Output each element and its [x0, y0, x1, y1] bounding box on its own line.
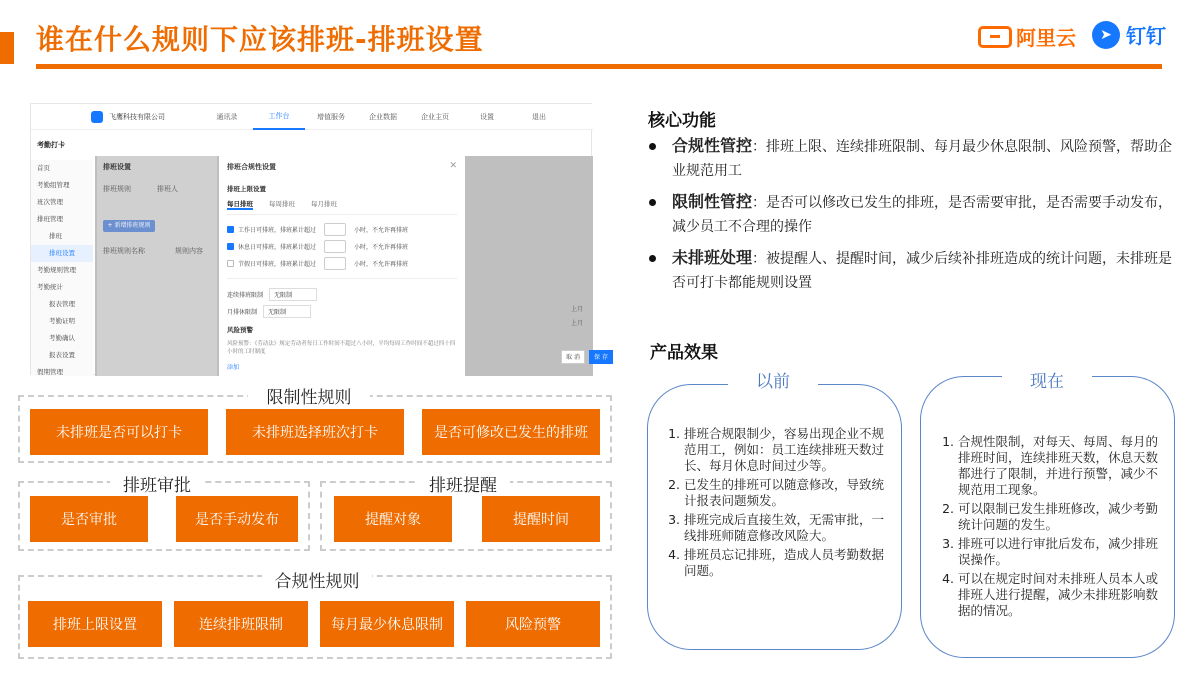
rest-label: 月排休限制 [227, 309, 258, 316]
rule-item: 是否手动发布 [176, 496, 298, 542]
feature-name: 未排班处理 [672, 248, 753, 267]
right-hint: 上月 [571, 306, 584, 313]
company-name: 飞鹰科技有限公司 [109, 112, 165, 121]
sidebar-item[interactable]: 考勤统计 [37, 283, 63, 291]
row-suffix: 小时，不允许再排班 [354, 227, 409, 234]
compliance-label: 合规性规则 [262, 567, 372, 592]
checkbox[interactable] [227, 226, 234, 233]
sidebar-item[interactable]: 假期管理 [37, 368, 63, 376]
limit-row [227, 238, 457, 255]
consecutive-select[interactable]: 无限制 [269, 288, 317, 301]
sidebar-item[interactable]: 考勤组管理 [37, 181, 70, 189]
limit-section-title: 排班上限设置 [227, 185, 266, 193]
risk-title: 风险预警 [227, 326, 253, 334]
feature-text: ：被提醒人、提醒时间，减少后续补排班造成的统计问题，未排班是否可打卡都能规则设置 [672, 251, 1173, 291]
drawer-title: 排班设置 [103, 163, 131, 171]
row-suffix: 小时，不允许再排班 [354, 261, 409, 268]
rule-item: 是否可修改已发生的排班 [422, 409, 600, 455]
hours-input[interactable] [324, 257, 346, 270]
risk-text: 风险预警：《劳动法》规定劳动者每日工作时间不超过八小时，平均每周工作时间不超过四十四小时的工时制度 [227, 341, 456, 355]
limit-row [227, 221, 457, 238]
tab-people[interactable]: 排班人 [157, 185, 178, 193]
page-title: 谁在什么规则下应该排班-排班设置 [36, 23, 484, 56]
sidebar-item[interactable]: 班次管理 [37, 198, 63, 206]
consecutive-label: 连续排班限制 [227, 292, 264, 299]
reminder-label: 排班提醒 [416, 471, 510, 496]
nav-workbench[interactable]: 工作台 [253, 104, 305, 130]
checkbox[interactable] [227, 243, 234, 250]
sidebar-item[interactable]: 首页 [37, 164, 50, 172]
checkbox[interactable] [227, 260, 234, 267]
app-title: 考勤打卡 [37, 141, 65, 149]
list-item: 3. 排班完成后直接生效，无需审批，一线排班师随意修改风险大。 [684, 512, 886, 544]
dingtalk-icon: ➤ [1092, 21, 1120, 49]
list-item: 3. 排班可以进行审批后发布，减少排班误操作。 [958, 536, 1160, 568]
schedule-drawer [97, 156, 217, 376]
sidebar-item[interactable]: 考勤规则管理 [37, 266, 76, 274]
feature-item [646, 134, 1176, 183]
rule-item: 提醒对象 [334, 496, 452, 542]
before-list [664, 426, 886, 582]
row-label: 工作日可排班，排班累计超过 [238, 227, 317, 234]
sidebar-item[interactable]: 排班 [49, 232, 62, 240]
close-icon[interactable]: ✕ [449, 161, 457, 171]
compliance-modal [219, 156, 465, 376]
row-label: 休息日可排班，排班累计超过 [238, 244, 317, 251]
tab-daily[interactable]: 每日排班 [227, 200, 253, 208]
list-item: 1. 合规性限制，对每天、每周、每月的排班时间，连续排班天数，休息天数都进行了限制，并进行预警，减少不规范用工现象。 [958, 434, 1160, 498]
add-link[interactable]: 添加 [227, 364, 240, 371]
company-logo-icon [91, 111, 103, 123]
aliyun-icon [978, 26, 1012, 48]
tab-monthly[interactable]: 每月排班 [311, 200, 337, 208]
sidebar [31, 160, 93, 376]
rule-item: 每月最少休息限制 [320, 601, 454, 647]
nav-enterprise-home[interactable]: 企业主页 [421, 112, 449, 121]
core-heading: 核心功能 [648, 111, 716, 131]
rule-item: 未排班选择班次打卡 [226, 409, 404, 455]
hours-input[interactable] [324, 240, 346, 253]
feature-text: ：是否可以修改已发生的排班，是否需要审批，是否需要手动发布，减少员工不合理的操作 [672, 195, 1173, 235]
sidebar-item[interactable]: 报表设置 [49, 351, 75, 359]
rule-item: 排班上限设置 [28, 601, 162, 647]
new-rule-button[interactable]: + 新增排班规则 [103, 220, 155, 232]
before-title: 以前 [728, 367, 818, 392]
tab-weekly[interactable]: 每周排班 [269, 200, 295, 208]
rule-item: 是否审批 [30, 496, 148, 542]
feature-name: 限制性管控 [672, 192, 753, 211]
title-underline [36, 64, 1162, 69]
nav-value-added[interactable]: 增值服务 [317, 112, 345, 121]
table-header: 排班规则名称 [103, 247, 145, 255]
feature-item [646, 190, 1176, 239]
rule-item: 未排班是否可以打卡 [30, 409, 208, 455]
nav-enterprise-data[interactable]: 企业数据 [369, 112, 397, 121]
after-list [938, 434, 1160, 622]
tab-rules[interactable]: 排班规则 [103, 185, 131, 193]
core-features [646, 134, 1176, 302]
feature-name: 合规性管控 [672, 136, 753, 155]
sidebar-item[interactable]: 考勤证明 [49, 317, 75, 325]
list-item: 2. 已发生的排班可以随意修改，导致统计报表问题频发。 [684, 477, 886, 509]
list-item: 4. 可以在规定时间对未排班人员本人或排班人进行提醒，减少未排班影响数据的情况。 [958, 571, 1160, 619]
aliyun-logo [978, 22, 1076, 51]
effect-heading: 产品效果 [650, 343, 718, 363]
rest-select[interactable]: 无限制 [263, 305, 311, 318]
row-suffix: 小时，不允许再排班 [354, 244, 409, 251]
right-hint: 上月 [571, 320, 584, 327]
sidebar-item[interactable]: 排班设置 [31, 245, 93, 262]
list-item: 4. 排班员忘记排班，造成人员考勤数据问题。 [684, 547, 886, 579]
list-item: 2. 可以限制已发生排班修改，减少考勤统计问题的发生。 [958, 501, 1160, 533]
nav-settings[interactable]: 设置 [480, 112, 494, 121]
app-screenshot [30, 103, 608, 376]
title-accent-bar [0, 32, 14, 64]
rule-item: 风险预警 [466, 601, 600, 647]
cancel-button[interactable]: 取 消 [561, 350, 585, 364]
hours-input[interactable] [324, 223, 346, 236]
after-title: 现在 [1002, 367, 1092, 392]
dingtalk-text: 钉钉 [1126, 24, 1166, 48]
dingtalk-logo [1092, 20, 1166, 49]
rule-item: 提醒时间 [482, 496, 600, 542]
feature-text: ：排班上限、连续排班限制、每月最少休息限制、风险预警，帮助企业规范用工 [672, 139, 1173, 179]
feature-item [646, 246, 1176, 295]
top-nav [31, 104, 593, 130]
limit-row [227, 255, 457, 272]
save-button[interactable]: 保 存 [589, 350, 613, 364]
nav-contacts[interactable]: 通讯录 [216, 112, 238, 121]
sidebar-item[interactable]: 考勤确认 [49, 334, 75, 342]
rule-item: 连续排班限制 [174, 601, 308, 647]
row-label: 节假日可排班，排班累计超过 [238, 261, 317, 268]
aliyun-text: 阿里云 [1016, 26, 1076, 50]
sidebar-item[interactable]: 报表管理 [49, 300, 75, 308]
sidebar-item[interactable]: 排班管理 [37, 215, 63, 223]
list-item: 1. 排班合规限制少，容易出现企业不规范用工，例如：员工连续排班天数过长、每月休息时间过少等。 [684, 426, 886, 474]
approval-label: 排班审批 [110, 471, 204, 496]
modal-title: 排班合规性设置 [227, 163, 276, 171]
limit-rule-label: 限制性规则 [248, 383, 370, 408]
table-header: 规则内容 [175, 247, 203, 255]
nav-logout[interactable]: 退出 [532, 112, 546, 121]
